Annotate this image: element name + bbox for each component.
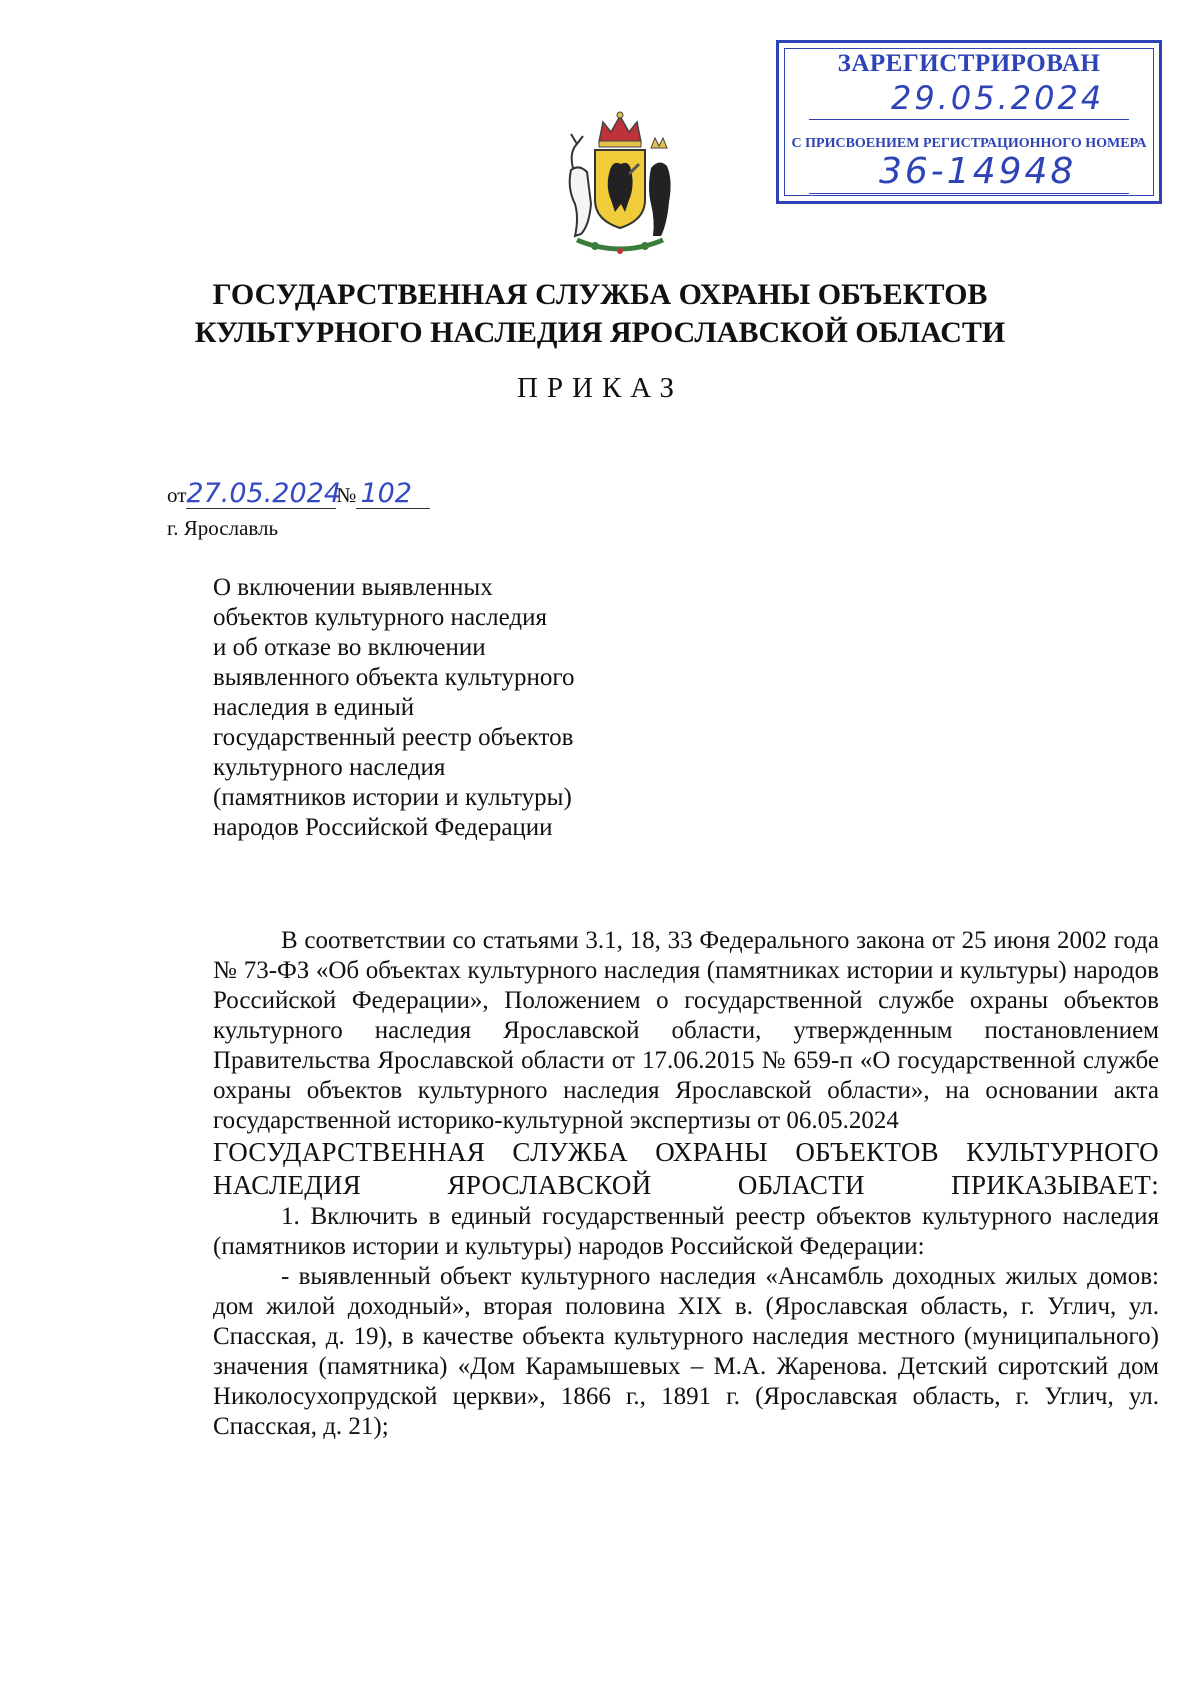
orders-clause: ГОСУДАРСТВЕННАЯ СЛУЖБА ОХРАНЫ ОБЪЕКТОВ КУЛЬТУРНОГО НАСЛЕДИЯ ЯРОСЛАВСКОЙ ОБЛАСТИ ПРИКАЗЫВАЕТ: xyxy=(213,1137,1159,1200)
subject-line: объектов культурного наследия xyxy=(213,604,547,631)
stamp-date: 29.05.2024 xyxy=(891,79,1105,117)
preamble-paragraph: В соответствии со статьями 3.1, 18, 33 Федерального закона от 25 июня 2002 года № 73-ФЗ «Об объектах культурного наследия (памятниках истории и культуры) народов Российской Федерации», Положением о государственной службе охраны объектов культурного наследия Ярославской области, утвержденным постановлением Правительства Ярославской области от 17.06.2015 № 659-п «О государственной службе охраны объектов культурного наследия Ярославской области», на основании акта государственной историко-культурной экспертизы от 06.05.2024 xyxy=(213,927,1159,1134)
order-date: 27.05.2024 xyxy=(186,478,341,509)
number-prefix: № xyxy=(336,483,357,507)
item-1-sub-paragraph: - выявленный объект культурного наследия «Ансамбль доходных жилых домов: дом жилой доходный», вторая половина XIX в. (Ярославская область, г. Углич, ул. Спасская, д. 19), в качестве объекта культурного наследия местного (муниципального) значения (памятника) «Дом Карамышевых – М.А. Жаренова. Детский сиротский дом Николосухопрудской церкви», 1866 г., 1891 г. (Ярославская область, г. Углич, ул. Спасская, д. 21); xyxy=(213,1263,1159,1440)
stamp-subtitle: С ПРИСВОЕНИЕМ РЕГИСТРАЦИОННОГО НОМЕРА xyxy=(791,136,1147,151)
agency-name-line-2: КУЛЬТУРНОГО НАСЛЕДИЯ ЯРОСЛАВСКОЙ ОБЛАСТИ xyxy=(194,316,1006,349)
order-subject xyxy=(213,573,575,843)
subject-line: народов Российской Федерации xyxy=(213,814,553,841)
coat-of-arms-icon xyxy=(555,108,685,258)
subject-line: государственный реестр объектов xyxy=(213,724,574,751)
stamp-number-line xyxy=(809,193,1129,194)
subject-line: и об отказе во включении xyxy=(213,634,486,661)
subject-line: выявленного объекта культурного xyxy=(213,664,575,691)
agency-name-line-1: ГОСУДАРСТВЕННАЯ СЛУЖБА ОХРАНЫ ОБЪЕКТОВ xyxy=(212,278,988,311)
subject-line: культурного наследия xyxy=(213,754,446,781)
registration-stamp xyxy=(776,40,1162,204)
subject-line: О включении выявленных xyxy=(213,574,493,601)
subject-line: наследия в единый xyxy=(213,694,415,721)
subject-line: (памятников истории и культуры) xyxy=(213,784,572,811)
item-1-paragraph: 1. Включить в единый государственный реестр объектов культурного наследия (памятников истории и культуры) народов Российской Федерации: xyxy=(213,1203,1159,1260)
order-city: г. Ярославль xyxy=(167,516,279,540)
order-number: 102 xyxy=(356,480,430,509)
stamp-number: 36-14948 xyxy=(879,151,1077,192)
order-body xyxy=(213,926,1159,1442)
stamp-title: ЗАРЕГИСТРИРОВАН xyxy=(837,50,1101,77)
order-date-line xyxy=(167,480,430,509)
document-type: ПРИКАЗ xyxy=(516,372,684,404)
stamp-date-line xyxy=(809,119,1129,120)
agency-name xyxy=(0,276,1200,352)
date-prefix: от xyxy=(167,483,187,507)
